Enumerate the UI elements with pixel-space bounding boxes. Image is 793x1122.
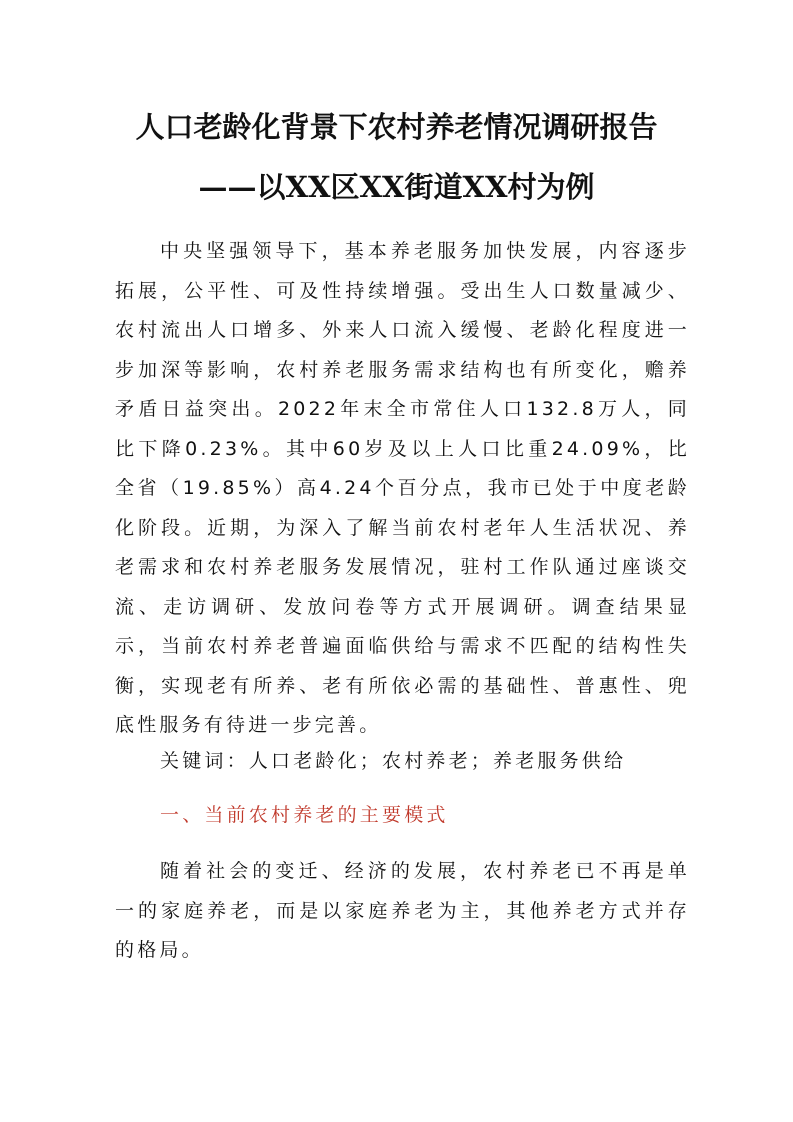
keywords-line: 关键词：人口老龄化；农村养老；养老服务供给 — [160, 750, 627, 772]
document-title: 人口老龄化背景下农村养老情况调研报告 — [135, 110, 658, 144]
intro-paragraph: 中央坚强领导下，基本养老服务加快发展，内容逐步拓展，公平性、可及性持续增强。受出生人口数量减少、农村流出人口增多、外来人口流入缓慢、老龄化程度进一步加深等影响，农村养老服务需求结构也有所变化，赡养矛盾日益突出。2022年末全市常住人口132.8万人，同比下降0.23%。其中60岁及以上人口比重24.09%，比全省（19.85%）高4.24个百分点，我市已处于中度老龄化阶段。近期，为深入了解当前农村老年人生活状况、养老需求和农村养老服务发展情况，驻村工作队通过座谈交流、走访调研、发放问卷等方式开展调研。调查结果显示，当前农村养老普遍面临供给与需求不匹配的结构性失衡，实现老有所养、老有所依必需的基础性、普惠性、兜底性服务有待进一步完善。 — [115, 240, 690, 736]
section-paragraph-main-modes: 随着社会的变迁、经济的发展，农村养老已不再是单一的家庭养老，而是以家庭养老为主，其他养老方式并存的格局。 — [115, 860, 690, 961]
section-heading-main-modes: 一、当前农村养老的主要模式 — [160, 804, 449, 826]
document-subtitle: ——以XX区XX街道XX村为例 — [198, 170, 595, 204]
